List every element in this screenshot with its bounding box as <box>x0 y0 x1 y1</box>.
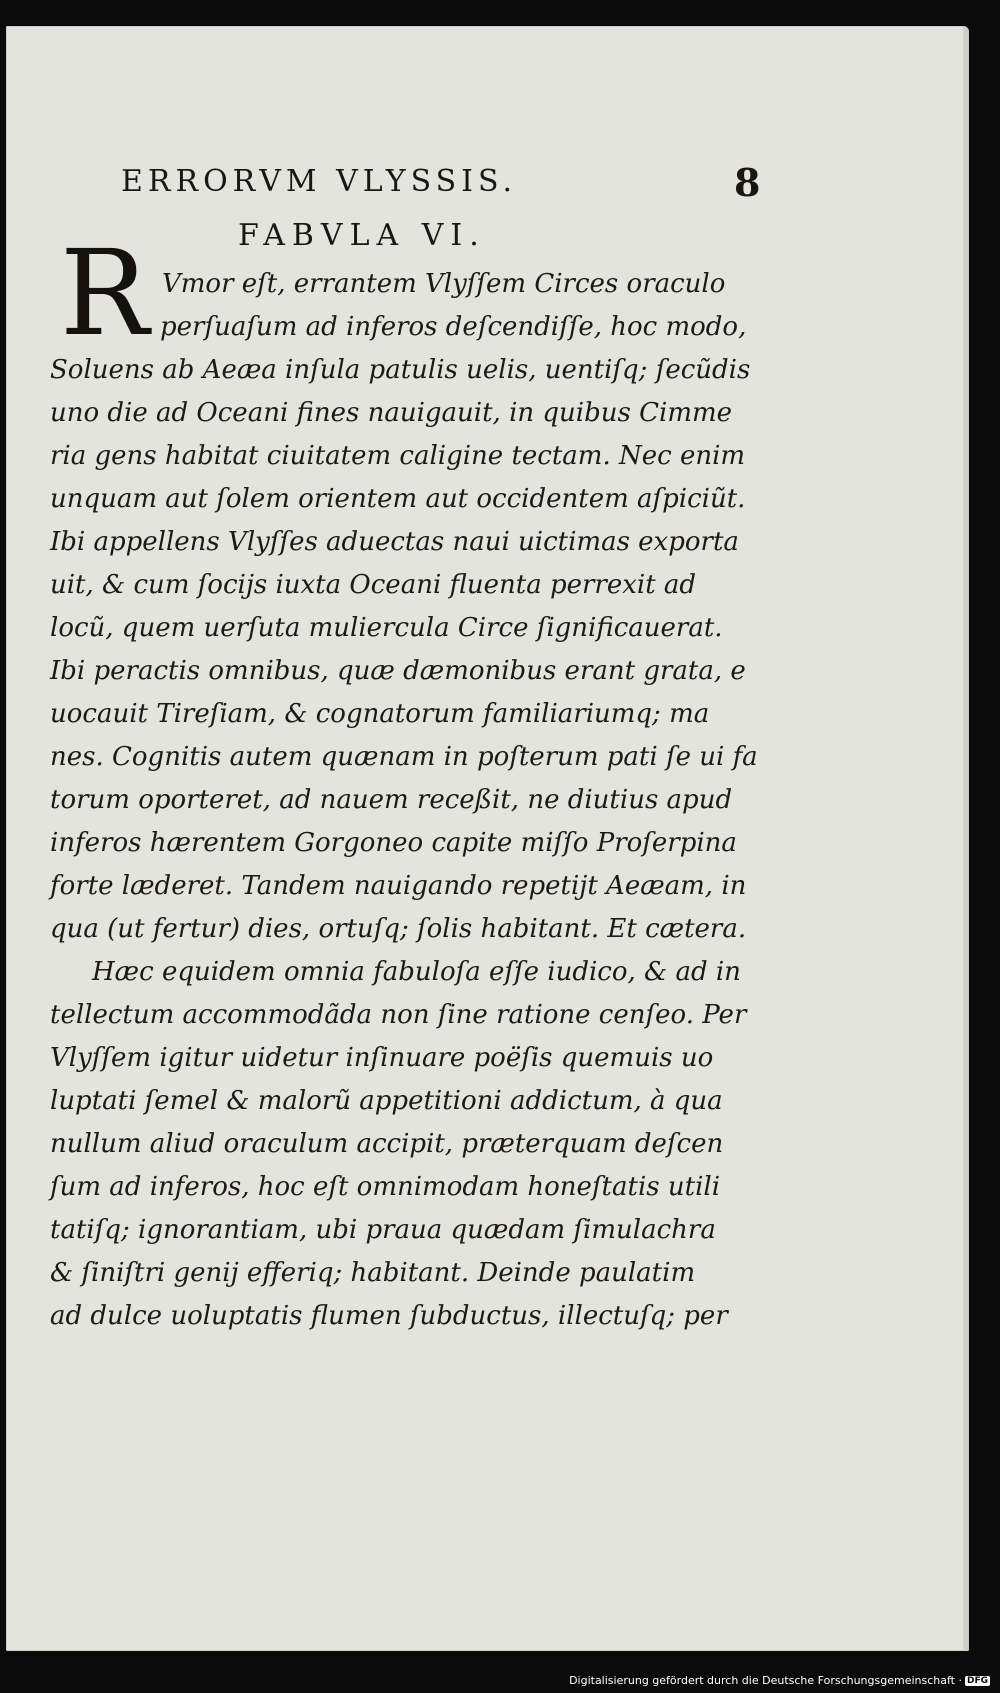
body-line: Hæc equidem omnia fabuloſa eſſe iudico, & ad in <box>92 957 741 987</box>
body-line: nullum aliud oraculum accipit, præterquam deſcen <box>50 1129 724 1159</box>
body-line: uocauit Tireſiam, & cognatorum familiariumq; ma <box>50 699 710 729</box>
book-page <box>6 26 969 1651</box>
body-line: uno die ad Oceani fines nauigauit, in quibus Cimme <box>50 398 733 428</box>
body-line: torum oporteret, ad nauem receßit, ne diutius apud <box>50 785 733 815</box>
body-line: locũ, quem uerſuta muliercula Circe ſignificauerat. <box>50 613 723 643</box>
body-line: uit, & cum ſocijs iuxta Oceani fluenta perrexit ad <box>50 570 697 600</box>
running-head: ERRORVM VLYSSIS. <box>121 164 518 199</box>
dfg-logo: DFG <box>966 1676 988 1686</box>
body-line: Ibi appellens Vlyſſes aduectas naui uictimas exporta <box>50 527 739 557</box>
body-line: unquam aut ſolem orientem aut occidentem aſpiciũt. <box>50 484 746 514</box>
body-line: qua (ut fertur) dies, ortuſq; ſolis habitant. Et cætera. <box>50 914 747 944</box>
body-line: nes. Cognitis autem quænam in poſterum pati ſe ui fa <box>50 742 758 772</box>
body-line: tatiſq; ignorantiam, ubi praua quædam ſimulachra <box>50 1215 716 1245</box>
body-line: & ſiniſtri genij efferiq; habitant. Deinde paulatim <box>50 1258 696 1288</box>
footer-credit: Digitalisierung gefördert durch die Deutsche Forschungsgemeinschaft · <box>569 1674 962 1687</box>
body-line: forte læderet. Tandem nauigando repetijt Aeæam, in <box>50 871 747 901</box>
body-line: ria gens habitat ciuitatem caligine tectam. Nec enim <box>50 441 746 471</box>
drop-capital: R <box>60 224 149 362</box>
body-line: inferos hærentem Gorgoneo capite miſſo Proſerpina <box>50 828 737 858</box>
page-number: 8 <box>734 160 761 205</box>
fable-title: FABVLA VI. <box>238 218 486 253</box>
body-line: tellectum accommodãda non ſine ratione cenſeo. Per <box>50 1000 747 1030</box>
body-line: luptati ſemel & malorũ appetitioni addictum, à qua <box>50 1086 723 1116</box>
body-line: ſum ad inferos, hoc eſt omnimodam honeſtatis utili <box>50 1172 721 1202</box>
body-line: Soluens ab Aeæa inſula patulis uelis, uentiſq; ſecũdis <box>50 355 751 385</box>
body-line: perſuaſum ad inferos deſcendiſſe, hoc modo, <box>160 312 747 342</box>
body-line: Ibi peractis omnibus, quæ dæmonibus erant grata, e <box>50 656 746 686</box>
body-line: Vmor eſt, errantem Vlyſſem Circes oraculo <box>162 269 726 299</box>
digitization-footer <box>569 1674 990 1687</box>
page-edge <box>963 26 969 1651</box>
body-line: Vlyſſem igitur uidetur inſinuare poëſis quemuis uo <box>50 1043 714 1073</box>
body-line: ad dulce uoluptatis flumen ſubductus, illectuſq; per <box>50 1301 728 1331</box>
